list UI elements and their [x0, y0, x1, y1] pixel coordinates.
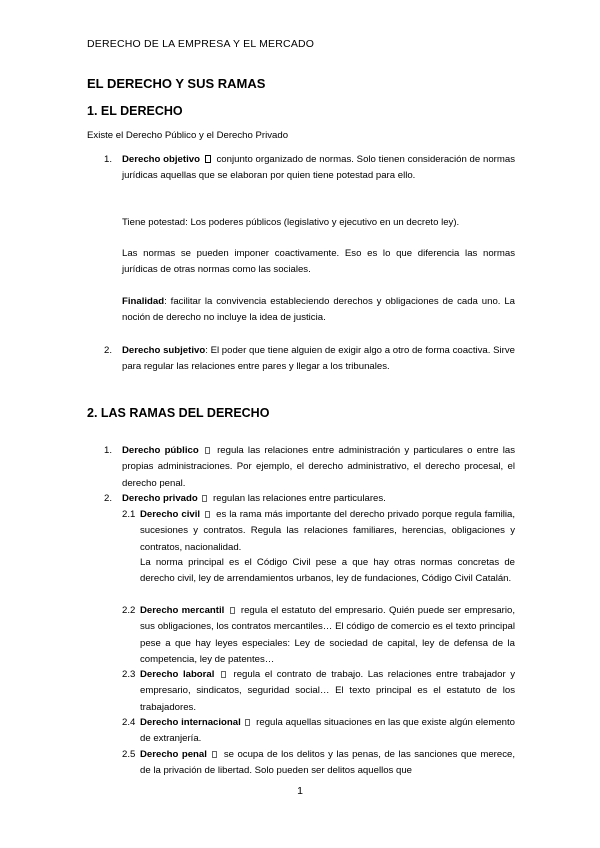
- subitem-derecho-laboral: [140, 667, 515, 716]
- term-derecho-publico: Derecho público: [122, 445, 199, 456]
- arrow-glyph-icon: [202, 495, 207, 502]
- sublist-number: 2.3: [122, 669, 136, 680]
- item-text: es la rama más importante del derecho privado porque regula familia, sucesiones y contratos. Regula las relaciones familiares, herencias, obligaciones y contratos, nacionalidad.: [140, 509, 515, 553]
- list-item-derecho-privado: [122, 491, 515, 507]
- running-header: DERECHO DE LA EMPRESA Y EL MERCADO: [87, 38, 315, 50]
- term-derecho-internacional: Derecho internacional: [140, 717, 241, 728]
- sublist-number: 2.2: [122, 605, 136, 616]
- paragraph: La norma principal es el Código Civil pese a que hay otras normas concretas de derecho civil, ley de arrendamientos urbanos, ley de fundaciones, Código Civil Catalán.: [140, 557, 515, 585]
- item-text: : El poder que tiene alguien de exigir algo a otro de forma coactiva. Sirve para regular las relaciones entre pares y llegar a los tribunales.: [122, 345, 515, 373]
- item-text: regula aquellas situaciones en las que existe algún elemento de extranjería.: [140, 717, 515, 745]
- term-derecho-mercantil: Derecho mercantil: [140, 605, 225, 616]
- section-heading-2: 2. LAS RAMAS DEL DERECHO: [87, 406, 270, 420]
- list-number: 1.: [104, 445, 113, 456]
- item-text: regula el estatuto del empresario. Quién puede ser empresario, sus obligaciones, los contratos mercantiles… El código de comercio es el texto principal pese a que hay leyes especiales: Ley de sociedad de capital, ley de defensa de la competencia, ley de patentes…: [140, 605, 516, 665]
- arrow-glyph-icon: [245, 719, 250, 726]
- paragraph: Las normas se pueden imponer coactivamente. Eso es lo que diferencia las normas jurídicas de otras normas como las sociales.: [122, 248, 515, 276]
- sublist-number: 2.4: [122, 717, 136, 728]
- arrow-glyph-icon: [205, 155, 211, 163]
- paragraph-finalidad: [122, 294, 515, 327]
- item-text: regula el contrato de trabajo. Las relaciones entre trabajador y empresario, sindicatos, seguridad social… El texto principal es el estatuto de los trabajadores.: [140, 669, 516, 713]
- subitem-derecho-internacional: [140, 715, 515, 748]
- paragraph-text: : facilitar la convivencia estableciendo derechos y obligaciones de cada uno. La noción de derecho no incluye la idea de justicia.: [122, 296, 515, 324]
- term-derecho-civil: Derecho civil: [140, 509, 201, 520]
- list-number: 1.: [104, 154, 113, 165]
- arrow-glyph-icon: [205, 447, 210, 454]
- section-heading-1: 1. EL DERECHO: [87, 104, 183, 118]
- subitem-derecho-civil: [140, 507, 515, 556]
- subitem-derecho-penal: [140, 747, 515, 780]
- sublist-number: 2.1: [122, 509, 136, 520]
- term-finalidad: Finalidad: [122, 296, 165, 307]
- list-item-derecho-subjetivo: [122, 343, 515, 376]
- item-text: conjunto organizado de normas. Solo tienen consideración de normas jurídicas aquellas que se elaboran por quien tiene potestad para ello.: [122, 154, 515, 182]
- item-text: regulan las relaciones entre particulares.: [210, 493, 386, 504]
- list-number: 2.: [104, 345, 113, 356]
- item-text: regula las relaciones entre administración y particulares o entre las propias administraciones. Por ejemplo, el derecho administrativo, el derecho procesal, el derecho penal.: [122, 445, 516, 489]
- list-item-derecho-publico: [122, 443, 515, 492]
- term-derecho-penal: Derecho penal: [140, 749, 207, 760]
- list-item-derecho-objetivo: [122, 152, 515, 185]
- term-derecho-objetivo: Derecho objetivo: [122, 154, 200, 165]
- page-number: 1: [297, 785, 303, 797]
- sublist-number: 2.5: [122, 749, 136, 760]
- arrow-glyph-icon: [212, 751, 217, 758]
- document-title: EL DERECHO Y SUS RAMAS: [87, 76, 266, 91]
- list-number: 2.: [104, 493, 113, 504]
- section-intro: Existe el Derecho Público y el Derecho Privado: [87, 130, 289, 141]
- arrow-glyph-icon: [230, 607, 235, 614]
- term-derecho-privado: Derecho privado: [122, 493, 198, 504]
- term-derecho-subjetivo: Derecho subjetivo: [122, 345, 206, 356]
- subitem-derecho-mercantil: [140, 603, 515, 668]
- paragraph: Tiene potestad: Los poderes públicos (legislativo y ejecutivo en un decreto ley).: [122, 217, 460, 228]
- term-derecho-laboral: Derecho laboral: [140, 669, 215, 680]
- arrow-glyph-icon: [221, 671, 226, 678]
- item-text: se ocupa de los delitos y las penas, de las sanciones que merece, de la privación de libertad. Solo pueden ser delitos aquellos que: [140, 749, 515, 777]
- arrow-glyph-icon: [205, 511, 210, 518]
